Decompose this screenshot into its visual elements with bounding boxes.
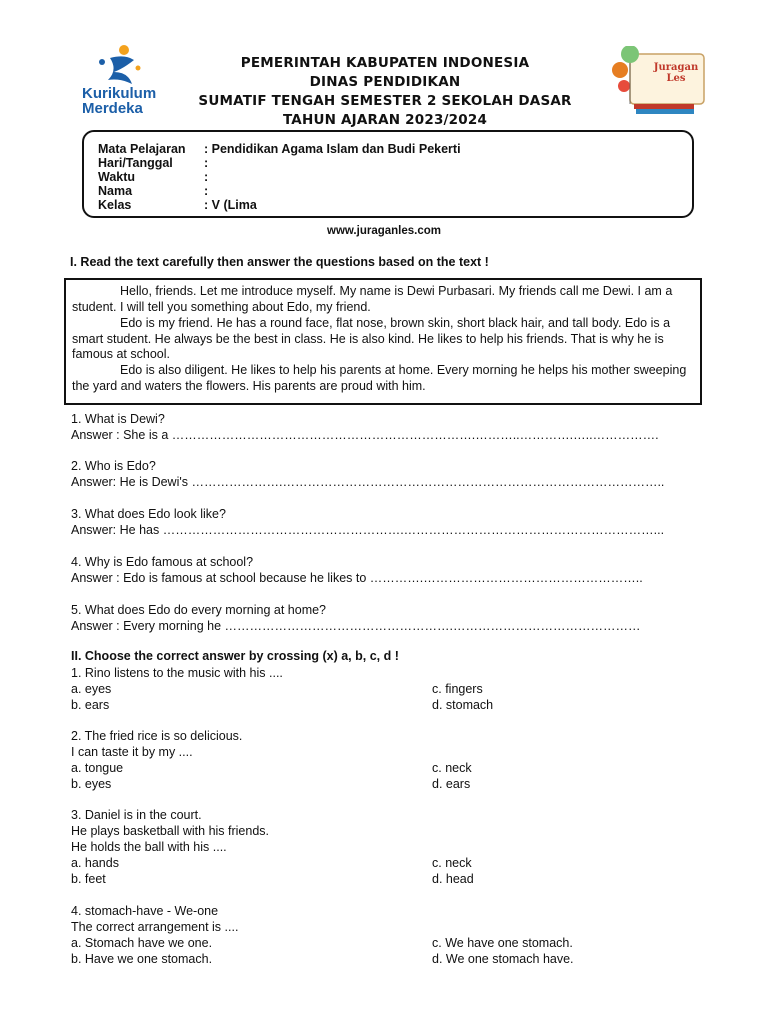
option-c[interactable]: c. neck: [432, 856, 472, 870]
info-value: :: [204, 184, 209, 198]
juragan-les-logo: [610, 46, 710, 118]
option-a[interactable]: a. Stomach have we one.: [71, 936, 213, 950]
mc-question-line: I can taste it by my ....: [71, 745, 193, 759]
reading-paragraph-1: Hello, friends. Let me introduce myself. My name is Dewi Purbasari. My friends call me Dewi. I am a student. I will tell you something about Edo, my friend.: [72, 284, 673, 314]
mc-question-2: [71, 728, 242, 760]
options-left: [71, 855, 119, 887]
mc-question-line: He plays basketball with his friends.: [71, 824, 270, 838]
options-right: [432, 760, 472, 792]
options-left: [71, 935, 212, 967]
logo-word-1: Kurikulum: [82, 85, 157, 102]
mc-question-line: 4. stomach-have - We-one: [71, 904, 219, 918]
question-4: [71, 554, 701, 586]
mc-question-4: [71, 903, 238, 935]
question-text: 3. What does Edo look like?: [71, 507, 226, 521]
logo-word-2: Merdeka: [82, 100, 143, 117]
logo-word-les: Les: [666, 73, 686, 84]
mc-question-line: The correct arrangement is ....: [71, 920, 239, 934]
mc-question-line: 2. The fried rice is so delicious.: [71, 729, 243, 743]
section-2-title: II. Choose the correct answer by crossing (x) a, b, c, d !: [71, 649, 399, 663]
mc-question-line: 3. Daniel is in the court.: [71, 808, 202, 822]
options-left: [71, 681, 111, 713]
question-1: [71, 411, 701, 443]
kurikulum-figure-icon: [80, 44, 160, 88]
info-value: : Pendidikan Agama Islam dan Budi Pekerti: [204, 142, 461, 156]
website-url: www.juraganles.com: [327, 225, 441, 237]
question-text: 5. What does Edo do every morning at home?: [71, 603, 327, 617]
answer-line[interactable]: Answer : She is a ……………………………………………………………….………..………….…..…………….: [71, 428, 659, 442]
logo-word-juragan: Juragan: [653, 62, 699, 73]
option-a[interactable]: a. eyes: [71, 682, 112, 696]
mc-question-line: He holds the ball with his ....: [71, 840, 227, 854]
answer-line[interactable]: Answer : Every morning he ……………………………………………….………………………………………: [71, 619, 641, 633]
info-label: Hari/Tanggal: [98, 156, 173, 170]
section-1-title: I. Read the text carefully then answer the questions based on the text !: [70, 255, 489, 269]
info-label: Nama: [98, 184, 133, 198]
options-left: [71, 760, 123, 792]
option-c[interactable]: c. We have one stomach.: [432, 936, 573, 950]
question-text: 2. Who is Edo?: [71, 459, 156, 473]
info-row-date: [98, 156, 208, 170]
question-3: [71, 506, 701, 538]
mc-question-3: [71, 807, 269, 855]
option-d[interactable]: d. head: [432, 872, 474, 886]
header-line-2: DINAS PENDIDIKAN: [309, 74, 461, 90]
option-d[interactable]: d. We one stomach have.: [432, 952, 574, 966]
option-c[interactable]: c. neck: [432, 761, 472, 775]
header-line-1: PEMERINTAH KABUPATEN INDONESIA: [240, 55, 530, 71]
info-value: :: [204, 156, 209, 170]
option-a[interactable]: a. hands: [71, 856, 119, 870]
identity-box: [82, 130, 694, 218]
option-c[interactable]: c. fingers: [432, 682, 483, 696]
info-row-name: [98, 184, 208, 198]
kurikulum-merdeka-logo: [80, 44, 160, 116]
options-right: [432, 855, 474, 887]
info-row-class: [98, 198, 257, 212]
options-right: [432, 681, 493, 713]
info-row-subject: [98, 142, 461, 156]
info-row-time: [98, 170, 208, 184]
reading-paragraph-2: Edo is my friend. He has a round face, flat nose, brown skin, short black hair, and tall body. Edo is a smart student. He always be the best in class. He is also kind. He likes to help his friends. That is why he is famous at school.: [72, 316, 671, 362]
options-right: [432, 935, 574, 967]
option-d[interactable]: d. stomach: [432, 698, 494, 712]
info-value: :: [204, 170, 209, 184]
option-a[interactable]: a. tongue: [71, 761, 124, 775]
answer-line[interactable]: Answer: He has ………………………………………………….……………………………………………………...: [71, 523, 665, 537]
answer-line[interactable]: Answer : Edo is famous at school because he likes to ………….……………………………………………..: [71, 571, 643, 585]
document-header: [150, 54, 620, 130]
info-value: : V (Lima: [204, 198, 257, 212]
header-line-4: TAHUN AJARAN 2023/2024: [282, 112, 488, 128]
option-b[interactable]: b. Have we one stomach.: [71, 952, 213, 966]
option-b[interactable]: b. eyes: [71, 777, 112, 791]
reading-paragraph-3: Edo is also diligent. He likes to help his parents at home. Every morning he helps his mother sweeping the yard and waters the flowers. His parents are proud with him.: [72, 363, 687, 393]
question-text: 4. Why is Edo famous at school?: [71, 555, 254, 569]
option-b[interactable]: b. feet: [71, 872, 106, 886]
mc-question-1: [71, 665, 283, 681]
question-text: 1. What is Dewi?: [71, 412, 165, 426]
answer-line[interactable]: Answer: He is Dewi's ………………….………………………………………………………………………………..: [71, 475, 665, 489]
header-line-3: SUMATIF TENGAH SEMESTER 2 SEKOLAH DASAR: [198, 93, 572, 109]
option-b[interactable]: b. ears: [71, 698, 110, 712]
question-5: [71, 602, 701, 634]
info-label: Mata Pelajaran: [98, 142, 186, 156]
question-2: [71, 458, 701, 490]
info-label: Waktu: [98, 170, 136, 184]
option-d[interactable]: d. ears: [432, 777, 471, 791]
mc-question-line: 1. Rino listens to the music with his ....: [71, 666, 283, 680]
reading-text-box: [64, 278, 702, 405]
info-label: Kelas: [98, 198, 132, 212]
